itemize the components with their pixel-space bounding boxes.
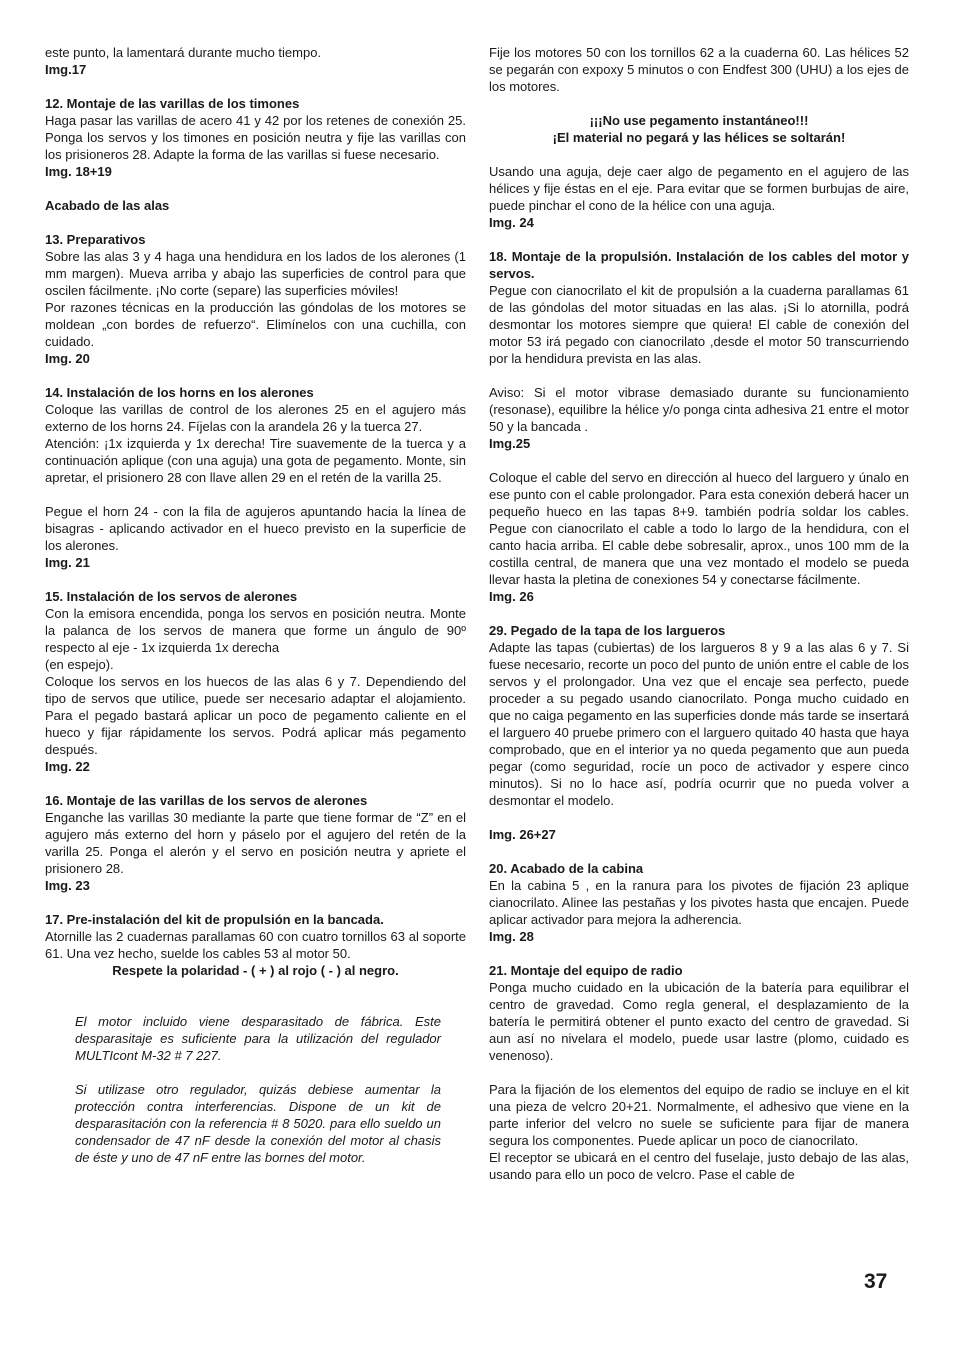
section-heading: 13. Preparativos xyxy=(45,232,146,247)
section-heading: Acabado de las alas xyxy=(45,198,170,213)
section-heading: Img. 26+27 xyxy=(489,827,556,842)
paragraph: Atornille las 2 cuadernas parallamas 60 con cuatro tornillos 63 al soporte 61. Una vez hecho, suelde los cables 53 al motor 50. xyxy=(45,929,466,961)
paragraph: Para la fijación de los elementos del equipo de radio se incluye en el kit una pieza de velcro 20+21. Normalmente, el adhesivo que viene en la parte inferior del velcro no suele se suficiente para fijar de manera segura los componentes. Puede aplicar un poco de cianocrilato. xyxy=(489,1082,909,1148)
text-block xyxy=(489,163,909,231)
section-heading: 21. Montaje del equipo de radio xyxy=(489,963,683,978)
text-block xyxy=(489,112,909,146)
section-heading: 15. Instalación de los servos de alerones xyxy=(45,589,298,604)
warning-text: Respete la polaridad - ( + ) al rojo ( - ) al negro. xyxy=(112,963,399,978)
warning-text: ¡El material no pegará y las hélices se soltarán! xyxy=(552,130,846,145)
spacer xyxy=(75,996,441,1013)
page-number: 37 xyxy=(864,1270,888,1293)
section-heading: 16. Montaje de las varillas de los servos de alerones xyxy=(45,793,368,808)
section-heading: 18. Montaje de la propulsión. Instalación de los cables del motor y servos. xyxy=(489,249,909,281)
paragraph: Adapte las tapas (cubiertas) de los largueros 8 y 9 a las alas 6 y 7. Si fuese necesario, recorte un poco del punto de unión entre el cable de los servos y el prolongador. Una vez que el encaje sea perfecto, puede proceder a su pegado usando cianocrilato. Ponga mucho cuidado en que no caiga pegamento en las superficies donde más tarde se insertará el larguero 40 pruebe primero con el larguero quitado 40 hasta que haya comprobado, que en el interior ya no queda pegamento que aun pueda pegar (como seguridad, rocíe un poco de activador y espere cinco minutos). Si no lo hace así, podría ocurrir que no pueda volver a desmontar el modelo. xyxy=(489,640,909,808)
text-block xyxy=(489,622,909,809)
section-heading: 29. Pegado de la tapa de los largueros xyxy=(489,623,726,638)
text-block xyxy=(489,469,909,605)
text-block xyxy=(489,248,909,367)
section-heading: 17. Pre-instalación del kit de propulsión en la bancada. xyxy=(45,912,384,927)
paragraph: En la cabina 5 , en la ranura para los pivotes de fijación 23 aplique cianocrilato. Alinee las pestañas y los pivotes hasta que encajen. Puede aplicar activador para mejora la adherencia. xyxy=(489,878,909,927)
warning-text: ¡¡¡No use pegamento instantáneo!!! xyxy=(589,113,809,128)
paragraph: Por razones técnicas en la producción las góndolas de los motores se moldean „con bordes de refuerzo“. Elimínelos con una cuchilla, con cuidado. xyxy=(45,300,466,349)
paragraph: Pegue con cianocrilato el kit de propulsión a la cuaderna parallamas 61 de las góndolas del motor situadas en las alas. ¡Si lo atornilla, podrá desmontar los motores siempre que quiera! El cable de conexión del motor 53 irá pegado con cianocrilato ,desde el motor 50 transcurriendo por la hendidura prevista en las alas. xyxy=(489,283,909,366)
section-heading: Img. 26 xyxy=(489,589,534,604)
paragraph: Con la emisora encendida, ponga los servos en posición neutra. Monte la palanca de los servos de manera que forme un ángulo de 90º respecto al eje - 1x izquierda 1x derecha xyxy=(45,606,466,655)
paragraph: Usando una aguja, deje caer algo de pegamento en el agujero de las hélices y fije éstas en el eje. Para evitar que se formen burbujas de aire, puede pinchar el cono de la hélice con una aguja. xyxy=(489,164,909,213)
paragraph: este punto, la lamentará durante mucho tiempo. xyxy=(45,45,322,60)
paragraph: Coloque los servos en los huecos de las alas 6 y 7. Dependiendo del tipo de servos que utilice, puede ser necesario adaptar el alojamiento. Para el pegado bastará aplicar un poco de pegamento caliente en el hueco y fijar rápidamente los servos. Podrá aplicar más pegamento después. xyxy=(45,674,466,757)
paragraph: Coloque el cable del servo en dirección al hueco del larguero y únalo en ese punto con el cable prolongador. Para esta conexión deberá hacer un pequeño hueco en las tapas 8+9. también podría soldar los cables. Pegue con cianocrilato el cable a todo lo largo de la hendidura, con el canto hacia arriba. El cable debe sobresalir, aprox., unos 100 mm de la costilla central, de manera que una vez montado el modelo se pueda llevar hasta la pletina de conexiones 54 y conectarse fácilmente. xyxy=(489,470,909,587)
right-column xyxy=(489,44,909,1200)
text-block xyxy=(45,231,466,367)
paragraph: Coloque las varillas de control de los alerones 25 en el agujero más externo de los horns 24. Fíjelas con la arandela 26 y la tuerca 27. xyxy=(45,402,466,434)
section-heading: 12. Montaje de las varillas de los timones xyxy=(45,96,300,111)
paragraph: Haga pasar las varillas de acero 41 y 42 por los retenes de conexión 25. Ponga los servos y los timones en posición neutra y fije las varillas con los prisioneros 28. Adapte la forma de las varillas si fuese necesario. xyxy=(45,113,466,162)
note-text: Si utilizase otro regulador, quizás debiese aumentar la protección contra interferencias. Dispone de un kit de desparasitación con la referencia # 8 5020. para ello sueldo un condensador de 47 nF desde la conexión del motor al chasis de éste y uno de 47 nF entre las bornes del motor. xyxy=(75,1082,441,1165)
left-column xyxy=(45,44,466,1183)
paragraph: Enganche las varillas 30 mediante la parte que tiene formar de “Z” en el agujero más externo del horn y páselo por el agujero del retén de la varilla 25. Ponga el alerón y el servo en posición neutra y apriete el prisionero 28. xyxy=(45,810,466,876)
note-text: El motor incluido viene desparasitado de fábrica. Este desparasitaje es suficiente para la utilización del regulador MULTIcont M-32 # 7 227. xyxy=(75,1014,441,1063)
text-block xyxy=(489,826,909,843)
paragraph: Ponga mucho cuidado en la ubicación de la batería para equilibrar el centro de gravedad. Como regla general, el desplazamiento de la batería le permitirá obtener el punto exacto del centro de gravedad. Si aun así no nivelara el modelo, puede usar lastre (plomo, cuidado es venenoso). xyxy=(489,980,909,1063)
paragraph: (en espejo). xyxy=(45,657,114,672)
text-block xyxy=(45,588,466,775)
text-block xyxy=(45,996,466,1166)
section-heading: Img. 20 xyxy=(45,351,90,366)
spacer xyxy=(45,486,466,503)
section-heading: Img.17 xyxy=(45,62,87,77)
text-block xyxy=(489,860,909,945)
text-block xyxy=(45,44,466,78)
section-heading: Img. 28 xyxy=(489,929,534,944)
section-heading: Img. 22 xyxy=(45,759,90,774)
section-heading: Img. 23 xyxy=(45,878,90,893)
text-block xyxy=(45,197,466,214)
text-block xyxy=(45,95,466,180)
section-heading: 14. Instalación de los horns en los alerones xyxy=(45,385,314,400)
text-block xyxy=(45,384,466,571)
text-block xyxy=(489,384,909,452)
text-block xyxy=(489,962,909,1064)
section-heading: 20. Acabado de la cabina xyxy=(489,861,644,876)
text-block xyxy=(489,1081,909,1183)
section-heading: Img.25 xyxy=(489,436,531,451)
paragraph: Fije los motores 50 con los tornillos 62 a la cuaderna 60. Las hélices 52 se pegarán con expoxy 5 minutos o con Endfest 300 (UHU) a los ejes de los motores. xyxy=(489,45,909,94)
paragraph: Aviso: Si el motor vibrase demasiado durante su funcionamiento (resonase), equilibre la hélice y/o ponga cinta adhesiva 21 entre el motor 50 y la bancada . xyxy=(489,385,909,434)
section-heading: Img. 24 xyxy=(489,215,534,230)
paragraph: El receptor se ubicará en el centro del fuselaje, justo debajo de las alas, usando para ello un poco de velcro. Pase el cable de xyxy=(489,1150,909,1182)
paragraph: Pegue el horn 24 - con la fila de agujeros apuntando hacia la línea de bisagras - aplicando activador en el hueco previsto en la superficie de los alerones. xyxy=(45,504,466,553)
section-heading: Img. 18+19 xyxy=(45,164,112,179)
text-block xyxy=(45,792,466,894)
spacer xyxy=(75,1064,441,1081)
paragraph: Atención: ¡1x izquierda y 1x derecha! Tire suavemente de la tuerca y a continuación aplique (con una aguja) una gota de pegamento. Monte, sin apretar, el prisionero 28 con llave allen 29 en el retén de la varilla 25. xyxy=(45,436,466,485)
section-heading: Img. 21 xyxy=(45,555,90,570)
text-block xyxy=(489,44,909,95)
text-block xyxy=(45,911,466,979)
paragraph: Sobre las alas 3 y 4 haga una hendidura en los lados de los alerones (1 mm margen). Mueva arriba y abajo las superficies de control para que oscilen fácilmente. ¡No corte (separe) las superficies móviles! xyxy=(45,249,466,298)
